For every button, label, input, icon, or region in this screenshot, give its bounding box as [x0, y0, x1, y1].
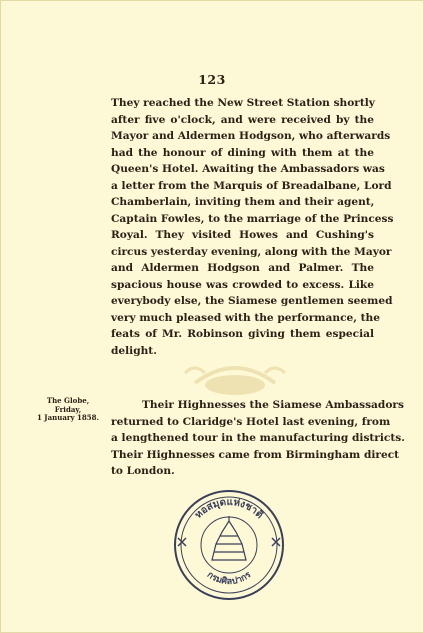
paragraph-line: had the honour of dining with them at the	[111, 146, 374, 159]
paragraph-line: to London.	[111, 465, 175, 477]
seal-text-top: หอสมุดแห่งชาติ	[192, 496, 266, 521]
library-seal-stamp	[172, 488, 286, 602]
paragraph-line: Captain Fowles, to the marriage of the Princess	[111, 212, 394, 225]
citation-day: Friday,	[54, 404, 82, 414]
paragraph-line: a letter from the Marquis of Breadalbane, Lord	[111, 179, 392, 192]
paragraph-line: delight.	[111, 344, 157, 357]
paragraph-line: Royal. They visited Howes and Cushing's	[111, 229, 374, 241]
paragraph-line: feats of Mr. Robinson giving them especial	[111, 328, 374, 340]
paragraph-line: spacious house was crowded to excess. Like	[111, 278, 374, 291]
body-paragraph-2	[111, 397, 405, 480]
paragraph-line: Queen's Hotel. Awaiting the Ambassadors was	[111, 163, 385, 175]
page-number: 123	[198, 72, 226, 87]
paragraph-line: after five o'clock, and were received by the	[111, 113, 374, 126]
body-paragraph-1	[111, 95, 394, 359]
citation-date: 1 January 1858.	[37, 413, 99, 423]
margin-citation	[26, 397, 110, 423]
paragraph-line: very much pleased with the performance, the	[111, 311, 380, 324]
paragraph-line: circus yesterday evening, along with the Mayor	[111, 245, 392, 258]
paragraph-line: They reached the New Street Station shortly	[111, 97, 375, 109]
paragraph-line: and Aldermen Hodgson and Palmer. The	[111, 262, 374, 274]
paragraph-line: Chamberlain, inviting them and their agent,	[111, 196, 375, 208]
paragraph-line: a lengthened tour in the manufacturing districts.	[111, 432, 405, 444]
paragraph-line: Their Highnesses the Siamese Ambassadors	[142, 399, 404, 411]
seal-emblem	[212, 516, 246, 560]
paragraph-line: everybody else, the Siamese gentlemen seemed	[111, 295, 393, 307]
paragraph-line: Mayor and Aldermen Hodgson, who afterwards	[111, 130, 391, 142]
watermark-ornament	[175, 343, 295, 403]
seal-cross-marks	[178, 538, 280, 546]
seal-text-bottom: กรมศิลปากร	[204, 570, 254, 588]
citation-source: The Globe,	[46, 396, 90, 405]
paragraph-line: returned to Claridge's Hotel last evening, from	[111, 415, 391, 428]
paragraph-line: Their Highnesses came from Birmingham direct	[111, 448, 400, 461]
